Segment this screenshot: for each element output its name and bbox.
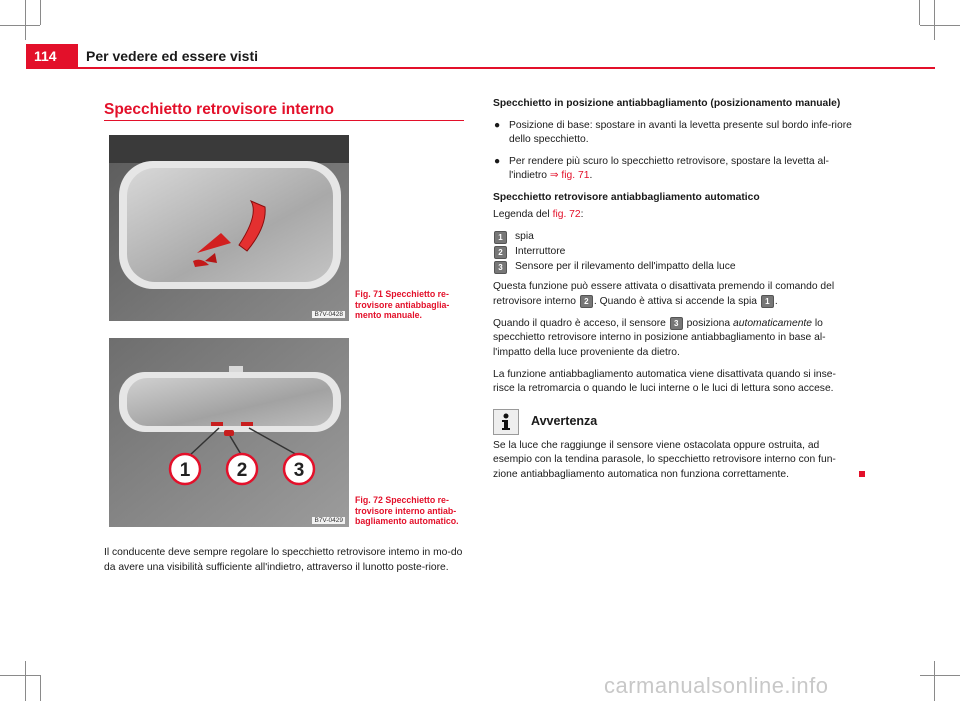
manual-heading: Specchietto in posizione antiabbagliamento (posizionamento manuale) — [493, 98, 841, 109]
crop-mark — [25, 661, 26, 701]
paragraph-text: Questa funzione può essere attivata o disattivata premendo il comando del retrovisore interno — [493, 281, 835, 307]
callout-2: 2 — [236, 460, 248, 481]
mirror-manual-illustration — [109, 135, 349, 321]
legend-intro-end: : — [580, 208, 584, 220]
crop-mark — [919, 0, 920, 25]
callout-3: 3 — [293, 460, 305, 481]
paragraph-deactivation: La funzione antiabbagliamento automatica viene disattivata quando si inse-risce la retromarcia o quando le luci interne o le luci di lettura sono accese. — [493, 368, 836, 395]
auto-heading: Specchietto retrovisore antiabbagliamento automatico — [493, 191, 760, 203]
legend-number: 2 — [494, 246, 507, 259]
legend-text: Sensore per il rilevamento dell'impatto della luce — [515, 261, 736, 273]
bullet-item — [493, 119, 857, 148]
legend-item — [493, 230, 857, 245]
bullet-text: Posizione di base: spostare in avanti la levetta presente sul bordo infe-riore dello specchietto. — [509, 119, 852, 146]
crop-mark — [920, 675, 960, 676]
crop-mark — [934, 661, 935, 701]
crop-mark — [40, 0, 41, 25]
crop-mark — [934, 0, 935, 40]
note-title: Avvertenza — [531, 414, 598, 429]
note-text — [493, 439, 857, 483]
legend-intro-text: Legenda del — [493, 208, 550, 220]
legend-intro — [493, 208, 857, 223]
caption-number: Fig. 71 — [355, 289, 383, 299]
inline-number: 3 — [670, 317, 683, 330]
paragraph-text: . — [774, 295, 778, 307]
chapter-title: Per vedere ed essere visti — [86, 48, 259, 64]
bullet-dot: ● — [494, 119, 501, 131]
section-title: Specchietto retrovisore interno — [104, 101, 334, 118]
section-rule — [104, 120, 464, 121]
intro-paragraph: Il conducente deve sempre regolare lo specchietto retrovisore intemo in mo-do da avere una visibilità sufficiente all'indietro, attraverso il lunotto poste-riore. — [104, 547, 463, 573]
figure-code: B7V-0428 — [314, 311, 343, 318]
crop-mark — [25, 0, 26, 40]
bullet-text-end: . — [589, 170, 593, 182]
legend-item — [493, 260, 857, 275]
crop-mark — [0, 25, 40, 26]
paragraph-text: . Quando è attiva si accende la spia — [593, 295, 757, 307]
bullet-text: Per rendere più scuro lo specchietto retrovisore, spostare la levetta al-l'indietro — [509, 155, 829, 182]
legend-number: 1 — [494, 231, 507, 244]
paragraph-text: posiziona — [686, 317, 731, 329]
figure-71-caption — [355, 289, 465, 321]
figure-71-image — [109, 135, 349, 321]
figure-72-caption — [355, 495, 465, 527]
paragraph-emphasis: automaticamente — [733, 317, 813, 329]
legend-list — [493, 230, 857, 275]
crop-mark — [40, 675, 41, 701]
bullet-item — [493, 155, 857, 184]
end-marker — [859, 471, 865, 477]
bullet-dot: ● — [494, 155, 501, 167]
fig-71-link[interactable]: ⇒ fig. 71 — [549, 170, 590, 182]
paragraph-text: lo specchietto retrovisore interno in posizione antiabbagliamento in base al-l'impatto della luce proveniente da dietro. — [493, 317, 826, 358]
callout-1: 1 — [179, 460, 191, 481]
info-icon — [493, 409, 519, 435]
note-body: Se la luce che raggiunge il sensore viene ostacolata oppure ostruita, ad esempio con la tendina parasole, lo specchietto retrovisore interno con fun-zione antiabbagliamento automatica non funziona correttamente. — [493, 439, 836, 480]
legend-item — [493, 245, 857, 260]
legend-text: spia — [515, 231, 534, 243]
crop-mark — [0, 675, 40, 676]
caption-number: Fig. 72 — [355, 495, 383, 505]
right-column — [493, 97, 857, 490]
note-header — [493, 409, 857, 435]
crop-mark — [920, 25, 960, 26]
figure-72-image — [109, 338, 349, 527]
mirror-automatic-illustration — [109, 338, 349, 527]
caption-text: Specchietto re-trovisore interno antiab-bagliamento automatico. — [355, 495, 459, 526]
inline-number: 1 — [761, 295, 774, 308]
header-rule — [78, 67, 935, 69]
figure-code: B7V-0429 — [314, 517, 343, 524]
paragraph-toggle — [493, 280, 857, 309]
inline-number: 2 — [580, 295, 593, 308]
paragraph-text: Quando il quadro è acceso, il sensore — [493, 317, 666, 329]
watermark: carmanualsonline.info — [604, 673, 829, 698]
fig-72-link[interactable]: fig. 72 — [552, 208, 581, 220]
legend-number: 3 — [494, 261, 507, 274]
legend-text: Interruttore — [515, 246, 566, 258]
page-number: 114 — [34, 48, 57, 64]
paragraph-sensor — [493, 317, 857, 361]
caption-text: Specchietto re-trovisore antiabbaglia-mento manuale. — [355, 289, 450, 320]
